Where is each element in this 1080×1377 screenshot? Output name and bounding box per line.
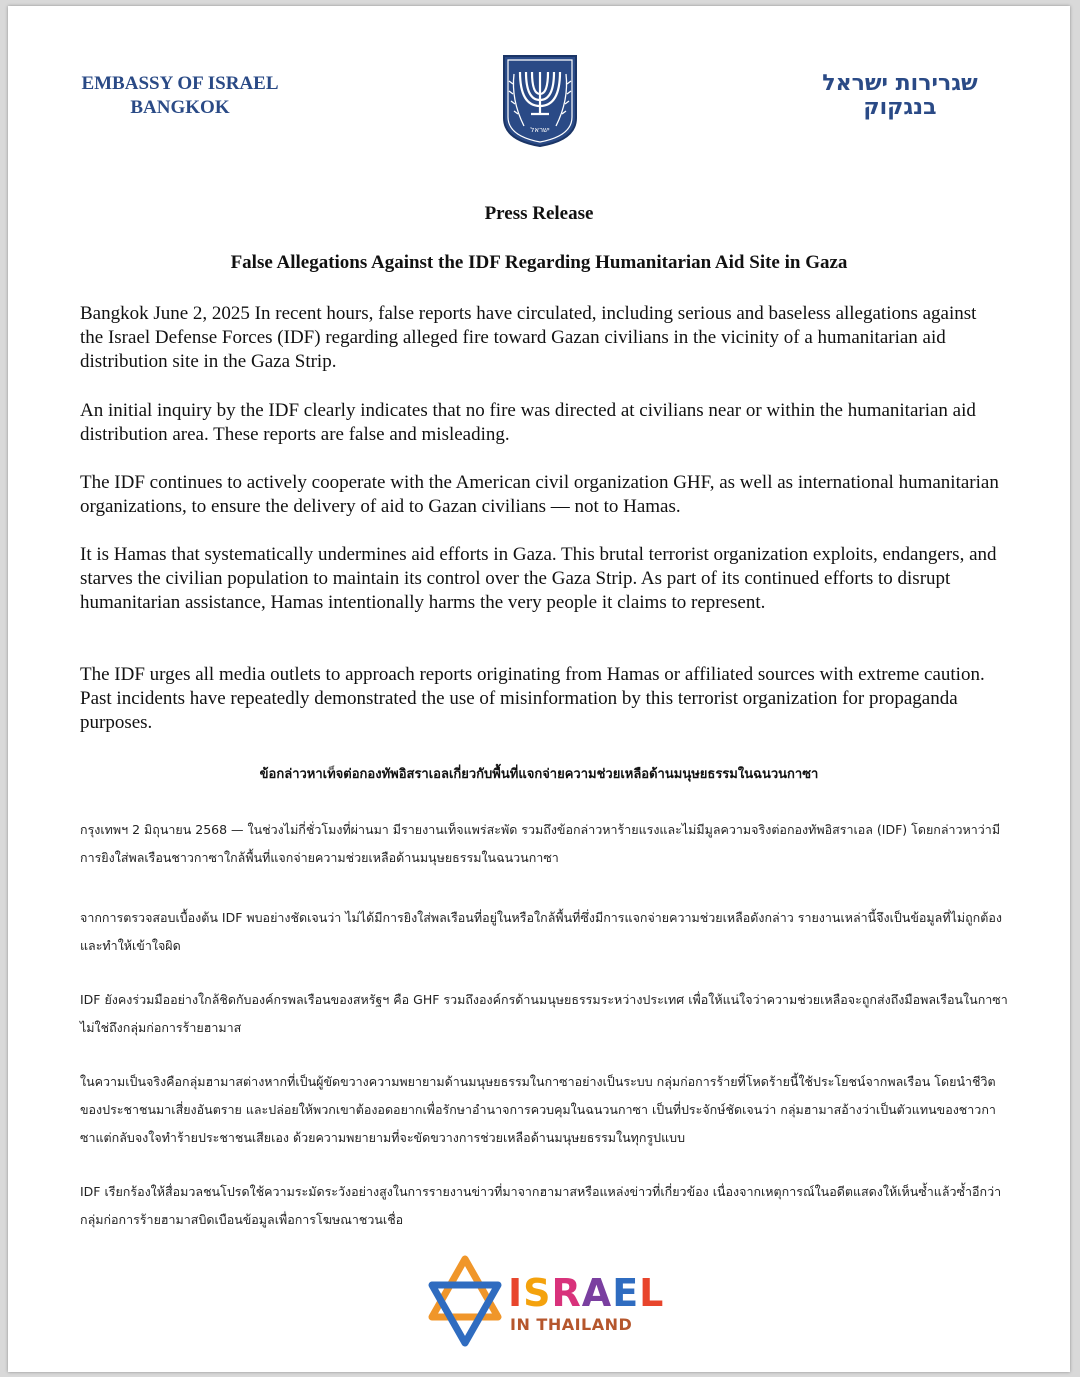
star-of-david-icon [426,1251,504,1351]
th-paragraph-2: จากการตรวจสอบเบื้องต้น IDF พบอย่างชัดเจนว่า ไม่ได้มีการยิงใส่พลเรือนที่อยู่ในหรือใกล้พื้นที่ซึ่งมีการแจกจ่ายความช่วยเหลือดังกล่าว รายงานเหล่านี้จึงเป็นข้อมูลที่ไม่ถูกต้องและทำให้เข้าใจผิด [80,910,1002,953]
press-release-headline: False Allegations Against the IDF Regarding Humanitarian Aid Site in Gaza [230,252,848,273]
state-emblem-icon [500,52,580,148]
logo-letter: I [508,1271,524,1315]
en-paragraph-4: It is Hamas that systematically undermines aid efforts in Gaza. This brutal terrorist organization exploits, endangers, and starves the civilian population to maintain its control over the Gaza Strip. As part of its continued efforts to disrupt humanitarian assistance, Hamas intentionally harms the very people it claims to represent. [80,544,997,613]
en-paragraph-3: The IDF continues to actively cooperate with the American civil organization GHF, as well as international humanitarian organizations, to ensure the delivery of aid to Gazan civilians — not to Hamas. [80,472,999,517]
embassy-line-2: BANGKOK [130,97,230,118]
logo-letter: E [612,1271,640,1315]
th-paragraph-4: ในความเป็นจริงคือกลุ่มฮามาสต่างหากที่เป็นผู้ขัดขวางความพยายามด้านมนุษยธรรมในกาซาอย่างเป็นระบบ กลุ่มก่อการร้ายที่โหดร้ายนี้ใช้ประโยชน์จากพลเรือน โดยนำชีวิตของประชาชนมาเสี่ยงอันตราย และปล่อยให้พวกเขาต้องอดอยากเพื่อรักษาอำนาจการควบคุมในฉนวนกาซา เป็นที่ประจักษ์ชัดเจนว่า กลุ่มฮามาสอ้างว่าเป็นตัวแทนของชาวกาซาแต่กลับจงใจทำร้ายประชาชนเสียเอง ด้วยความพยายามที่จะขัดขวางการช่วยเหลือด้านมนุษยธรรมในทุกรูปแบบ [80,1074,996,1145]
embassy-name-english [80,72,280,120]
en-paragraph-2: An initial inquiry by the IDF clearly indicates that no fire was directed at civilians near or within the humanitarian aid distribution area. These reports are false and misleading. [80,400,976,445]
en-paragraph-5: The IDF urges all media outlets to approach reports originating from Hamas or affiliated sources with extreme caution. Past incidents have repeatedly demonstrated the use of misinformation by this terrorist organization for propaganda purposes. [80,664,985,733]
en-paragraph-1: Bangkok June 2, 2025 In recent hours, false reports have circulated, including serious and baseless allegations against the Israel Defense Forces (IDF) regarding alleged fire toward Gazan civilians in the vicinity of a humanitarian aid distribution site in the Gaza Strip. [80,303,977,372]
logo-letter: S [523,1271,552,1315]
israel-in-thailand-logo [426,1251,666,1351]
emblem-caption: ישראל [530,126,550,134]
logo-word [508,1273,664,1313]
document-page [8,6,1070,1372]
logo-letter: R [551,1271,582,1315]
logo-letter: A [581,1271,613,1315]
th-paragraph-5: IDF เรียกร้องให้สื่อมวลชนโปรดใช้ความระมัดระวังอย่างสูงในการรายงานข่าวที่มาจากฮามาสหรือแหล่งข่าวที่เกี่ยวข้อง เนื่องจากเหตุการณ์ในอดีตแสดงให้เห็นซ้ำแล้วซ้ำอีกว่า กลุ่มก่อการร้ายฮามาสบิดเบือนข้อมูลเพื่อการโฆษณาชวนเชื่อ [80,1184,1002,1227]
th-paragraph-3: IDF ยังคงร่วมมืออย่างใกล้ชิดกับองค์กรพลเรือนของสหรัฐฯ คือ GHF รวมถึงองค์กรด้านมนุษยธรรมระหว่างประเทศ เพื่อให้แน่ใจว่าความช่วยเหลือจะถูกส่งถึงมือพลเรือนในกาซา ไม่ใช่ถึงกลุ่มก่อการร้ายฮามาส [80,992,1008,1035]
embassy-he-line-2: בנגקוק [863,95,937,120]
thai-headline: ข้อกล่าวหาเท็จต่อกองทัพอิสราเอลเกี่ยวกับพื้นที่แจกจ่ายความช่วยเหลือด้านมนุษยธรรมในฉนวนกาซา [259,767,819,782]
embassy-name-hebrew [800,72,1000,120]
logo-letter: L [639,1271,665,1315]
th-paragraph-1: กรุงเทพฯ 2 มิถุนายน 2568 — ในช่วงไม่กี่ชั่วโมงที่ผ่านมา มีรายงานเท็จแพร่สะพัด รวมถึงข้อกล่าวหาร้ายแรงและไม่มีมูลความจริงต่อกองทัพอิสราเอล (IDF) โดยกล่าวหาว่ามีการยิงใส่พลเรือนชาวกาซาใกล้พื้นที่แจกจ่ายความช่วยเหลือด้านมนุษยธรรมในฉนวนกาซา [80,822,1001,865]
press-release-label: Press Release [484,203,594,224]
embassy-he-line-1: שגרירות ישראל [822,71,978,96]
logo-subtitle: IN THAILAND [510,1315,633,1334]
embassy-line-1: EMBASSY OF ISRAEL [81,73,279,94]
